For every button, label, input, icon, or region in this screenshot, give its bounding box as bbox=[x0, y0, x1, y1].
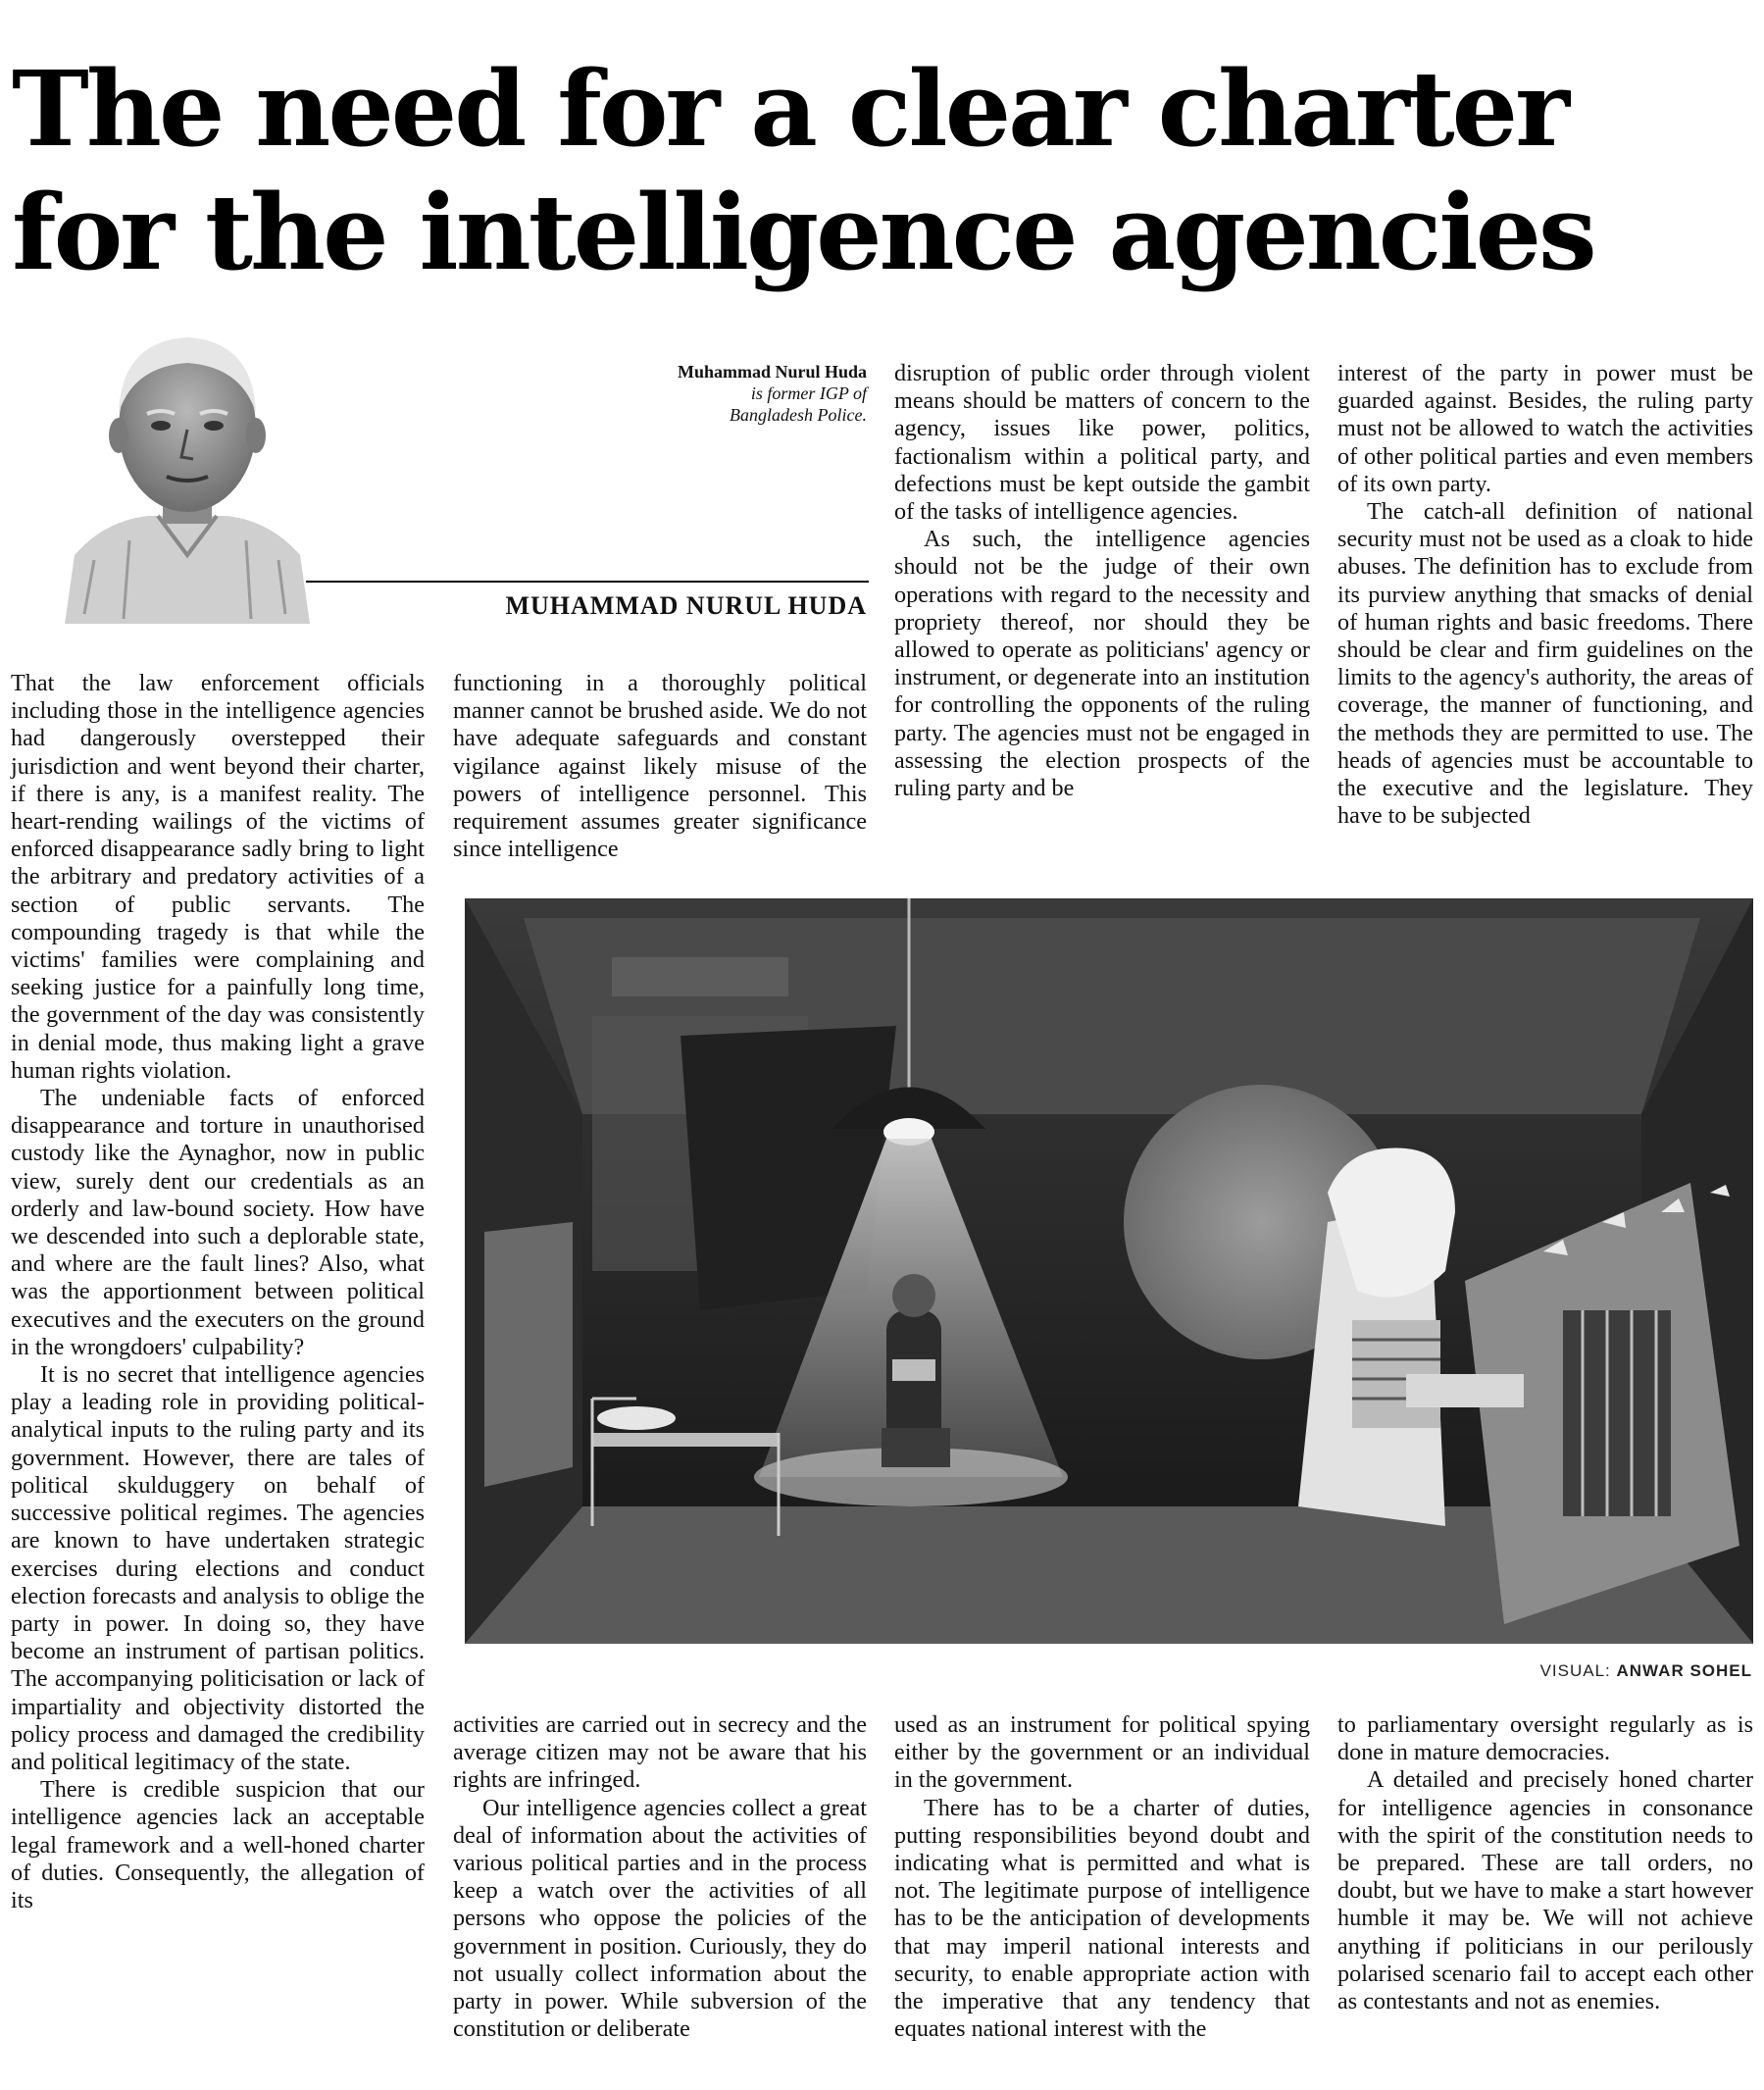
paragraph: used as an instrument for political spying either by the government or an individual in the government. bbox=[894, 1711, 1310, 1794]
author-byline: MUHAMMAD NURUL HUDA bbox=[505, 591, 867, 620]
paragraph: It is no secret that intelligence agencies play a leading role in providing political-analytical inputs to the ruling party and its government. However, there are tales of political skulduggery on behalf of successive political regimes. The agencies are known to have undertaken strategic exercises during elections and conduct election forecasts and analysis to oblige the party in power. In doing so, they have become an instrument of partisan politics. The accompanying politicisation or lack of impartiality and objectivity distorted the policy process and damaged the credibility and political legitimacy of the state. bbox=[11, 1361, 425, 1775]
paragraph: The undeniable facts of enforced disappearance and torture in unauthorised custody like the Aynaghor, now in public view, surely dent our credentials as an orderly and law-bound society. How have we descended into such a deplorable state, and where are the fault lines? Also, what was the apportionment between political executives and the executers on the ground in the wrongdoers' culpability? bbox=[11, 1085, 425, 1360]
paragraph: functioning in a thoroughly political manner cannot be brushed aside. We do not have adequate safeguards and constant vigilance against likely misuse of the powers of intelligence personnel. This requirement assumes greater significance since intelligence bbox=[453, 670, 867, 863]
article-column-1 bbox=[11, 670, 425, 1914]
article-column-4-bottom bbox=[1337, 1711, 1753, 2015]
paragraph: interest of the party in power must be guarded against. Besides, the ruling party must not be allowed to watch the activities of other political parties and even members of its own party. bbox=[1337, 360, 1753, 497]
paragraph: Our intelligence agencies collect a great deal of information about the activities of various political parties and in the process keep a watch over the activities of all persons who oppose the policies of the government in position. Curiously, they do not usually collect information about the party in power. While subversion of the constitution or deliberate bbox=[453, 1794, 867, 2043]
author-credit-role bbox=[612, 382, 867, 426]
article-column-2-top bbox=[453, 670, 867, 863]
illustration-credit bbox=[1540, 1661, 1752, 1681]
illustration-credit-name: ANWAR SOHEL bbox=[1616, 1661, 1752, 1680]
illustration bbox=[465, 898, 1753, 1644]
author-credit-name: Muhammad Nurul Huda bbox=[677, 362, 867, 382]
paragraph: There is credible suspicion that our intelligence agencies lack an acceptable legal framework and a well-honed charter of duties. Consequently, the allegation of its bbox=[11, 1776, 425, 1913]
article-column-4-top bbox=[1337, 360, 1753, 830]
headline: The need for a clear charter for the intelligence agencies bbox=[12, 47, 1594, 293]
paragraph: The catch-all definition of national security must not be used as a cloak to hide abuses. The definition has to exclude from its purview anything that smacks of denial of human rights and basic freedoms. There should be clear and firm guidelines on the limits to the agency's authority, the areas of coverage, the manner of functioning, and the methods they are permitted to use. The heads of agencies must be accountable to the executive and the legislature. They have to be subjected bbox=[1337, 498, 1753, 830]
paragraph: to parliamentary oversight regularly as is done in mature democracies. bbox=[1337, 1711, 1753, 1766]
article-column-2-bottom bbox=[453, 1711, 867, 2043]
paragraph: A detailed and precisely honed charter for intelligence agencies in consonance with the spirit of the constitution needs to be prepared. These are tall orders, no doubt, but we have to make a start however humble it may be. We will not achieve anything if politicians in our perilously polarised scenario fail to accept each other as contestants and not as enemies. bbox=[1337, 1766, 1753, 2015]
illustration-credit-label: VISUAL: bbox=[1539, 1661, 1611, 1680]
paragraph: There has to be a charter of duties, putting responsibilities beyond doubt and indicating what is permitted and what is not. The legitimate purpose of intelligence has to be the anticipation of developments that may imperil national interests and security, to enable appropriate action with the imperative that any tendency that equates national interest with the bbox=[894, 1794, 1310, 2043]
byline-rule bbox=[306, 581, 869, 583]
article-column-3-bottom bbox=[894, 1711, 1310, 2043]
author-role-line-1: is former IGP of bbox=[750, 383, 867, 403]
author-portrait bbox=[65, 320, 310, 624]
paragraph: As such, the intelligence agencies should not be the judge of their own operations with regard to the necessity and propriety thereof, nor should they be allowed to operate as politicians' agency or instrument, or degenerate into an institution for controlling the opponents of the ruling party. The agencies must not be engaged in assessing the election prospects of the ruling party and be bbox=[894, 526, 1310, 802]
article-column-3-top bbox=[894, 360, 1310, 802]
paragraph: disruption of public order through violent means should be matters of concern to the agency, issues like power, politics, factionalism within a political party, and defections must be kept outside the gambit of the tasks of intelligence agencies. bbox=[894, 360, 1310, 526]
author-role-line-2: Bangladesh Police. bbox=[730, 405, 867, 425]
paragraph: That the law enforcement officials including those in the intelligence agencies had dangerously overstepped their jurisdiction and went beyond their charter, if there is any, is a manifest reality. The heart-rending wailings of the victims of enforced disappearance sadly bring to light the arbitrary and predatory activities of a section of public servants. The compounding tragedy is that while the victims' families were complaining and seeking justice for a painfully long time, the government of the day was consistently in denial mode, thus making light a grave human rights violation. bbox=[11, 670, 425, 1084]
paragraph: activities are carried out in secrecy and the average citizen may not be aware that his rights are infringed. bbox=[453, 1711, 867, 1794]
